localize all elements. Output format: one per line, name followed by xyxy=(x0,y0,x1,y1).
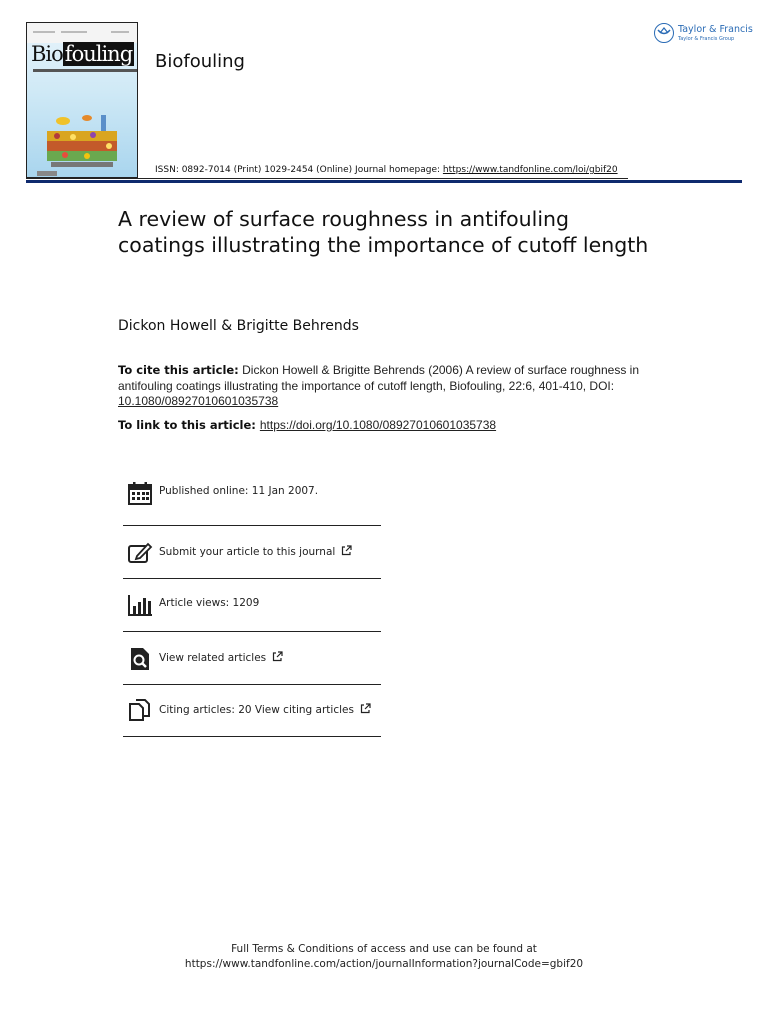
external-link-icon xyxy=(341,545,352,556)
cover-top-band xyxy=(27,23,137,43)
external-link-icon xyxy=(272,651,283,662)
article-title: A review of surface roughness in antifouling coatings illustrating the importance of cutoff length xyxy=(118,207,649,257)
published-online-text: Published online: 11 Jan 2007. xyxy=(159,485,319,497)
calendar-icon xyxy=(127,480,153,506)
publisher-name: Taylor & Francis xyxy=(678,24,753,35)
publisher-group: Taylor & Francis Group xyxy=(678,36,735,42)
cite-text: Dickon Howell & Brigitte Behrends (2006) A review of surface roughness in antifouling coatings illustrating the importance of cutoff length, Biofouling, 22:6, 401-410, DOI: xyxy=(118,363,639,393)
journal-cover xyxy=(26,22,138,178)
citing-articles-row[interactable] xyxy=(123,684,381,736)
journal-homepage-link[interactable]: https://www.tandfonline.com/loi/gbif20 xyxy=(442,165,618,175)
header-rule-thin xyxy=(26,178,628,179)
header-rule-thick xyxy=(26,180,742,183)
cover-subtitle-bar xyxy=(33,69,137,72)
citation-block xyxy=(118,363,648,410)
cover-publisher-mark xyxy=(37,171,57,176)
link-label: To link to this article: xyxy=(118,418,256,432)
search-document-icon xyxy=(127,646,153,672)
article-authors[interactable]: Dickon Howell & Brigitte Behrends xyxy=(118,318,359,334)
submit-article-link[interactable]: Submit your article to this journal xyxy=(159,545,352,558)
citing-articles-link[interactable]: Citing articles: 20 View citing articles xyxy=(159,703,371,716)
footer-line-1: Full Terms & Conditions of access and use can be found at xyxy=(231,943,537,955)
cover-logo: Biofouling xyxy=(31,42,133,66)
journal-name[interactable]: Biofouling xyxy=(155,51,245,72)
related-articles-link[interactable]: View related articles xyxy=(159,651,283,664)
publisher-logo[interactable] xyxy=(654,22,753,46)
cite-label: To cite this article: xyxy=(118,363,239,377)
article-doi-link[interactable]: https://doi.org/10.1080/08927010601035738 xyxy=(259,418,497,432)
submit-article-row[interactable] xyxy=(123,526,381,578)
article-link-line xyxy=(118,418,496,432)
citing-documents-icon xyxy=(127,698,153,724)
footer-terms-link[interactable]: https://www.tandfonline.com/action/journalInformation?journalCode=gbif20 xyxy=(184,958,584,970)
issn-text: ISSN: 0892-7014 (Print) 1029-2454 (Online) Journal homepage: xyxy=(155,165,443,175)
issn-line xyxy=(155,165,618,175)
related-articles-row[interactable] xyxy=(123,632,381,684)
edit-icon xyxy=(127,540,153,566)
article-views-row xyxy=(123,578,381,630)
publisher-logo-icon xyxy=(654,23,674,43)
published-online-row xyxy=(123,466,381,518)
cite-doi-link[interactable]: 10.1080/08927010601035738 xyxy=(118,394,279,408)
metric-divider xyxy=(123,736,381,737)
bar-chart-icon xyxy=(127,592,153,618)
footer-terms xyxy=(0,942,768,972)
cover-artwork xyxy=(43,113,121,169)
article-views-text: Article views: 1209 xyxy=(159,597,260,609)
external-link-icon xyxy=(360,703,371,714)
